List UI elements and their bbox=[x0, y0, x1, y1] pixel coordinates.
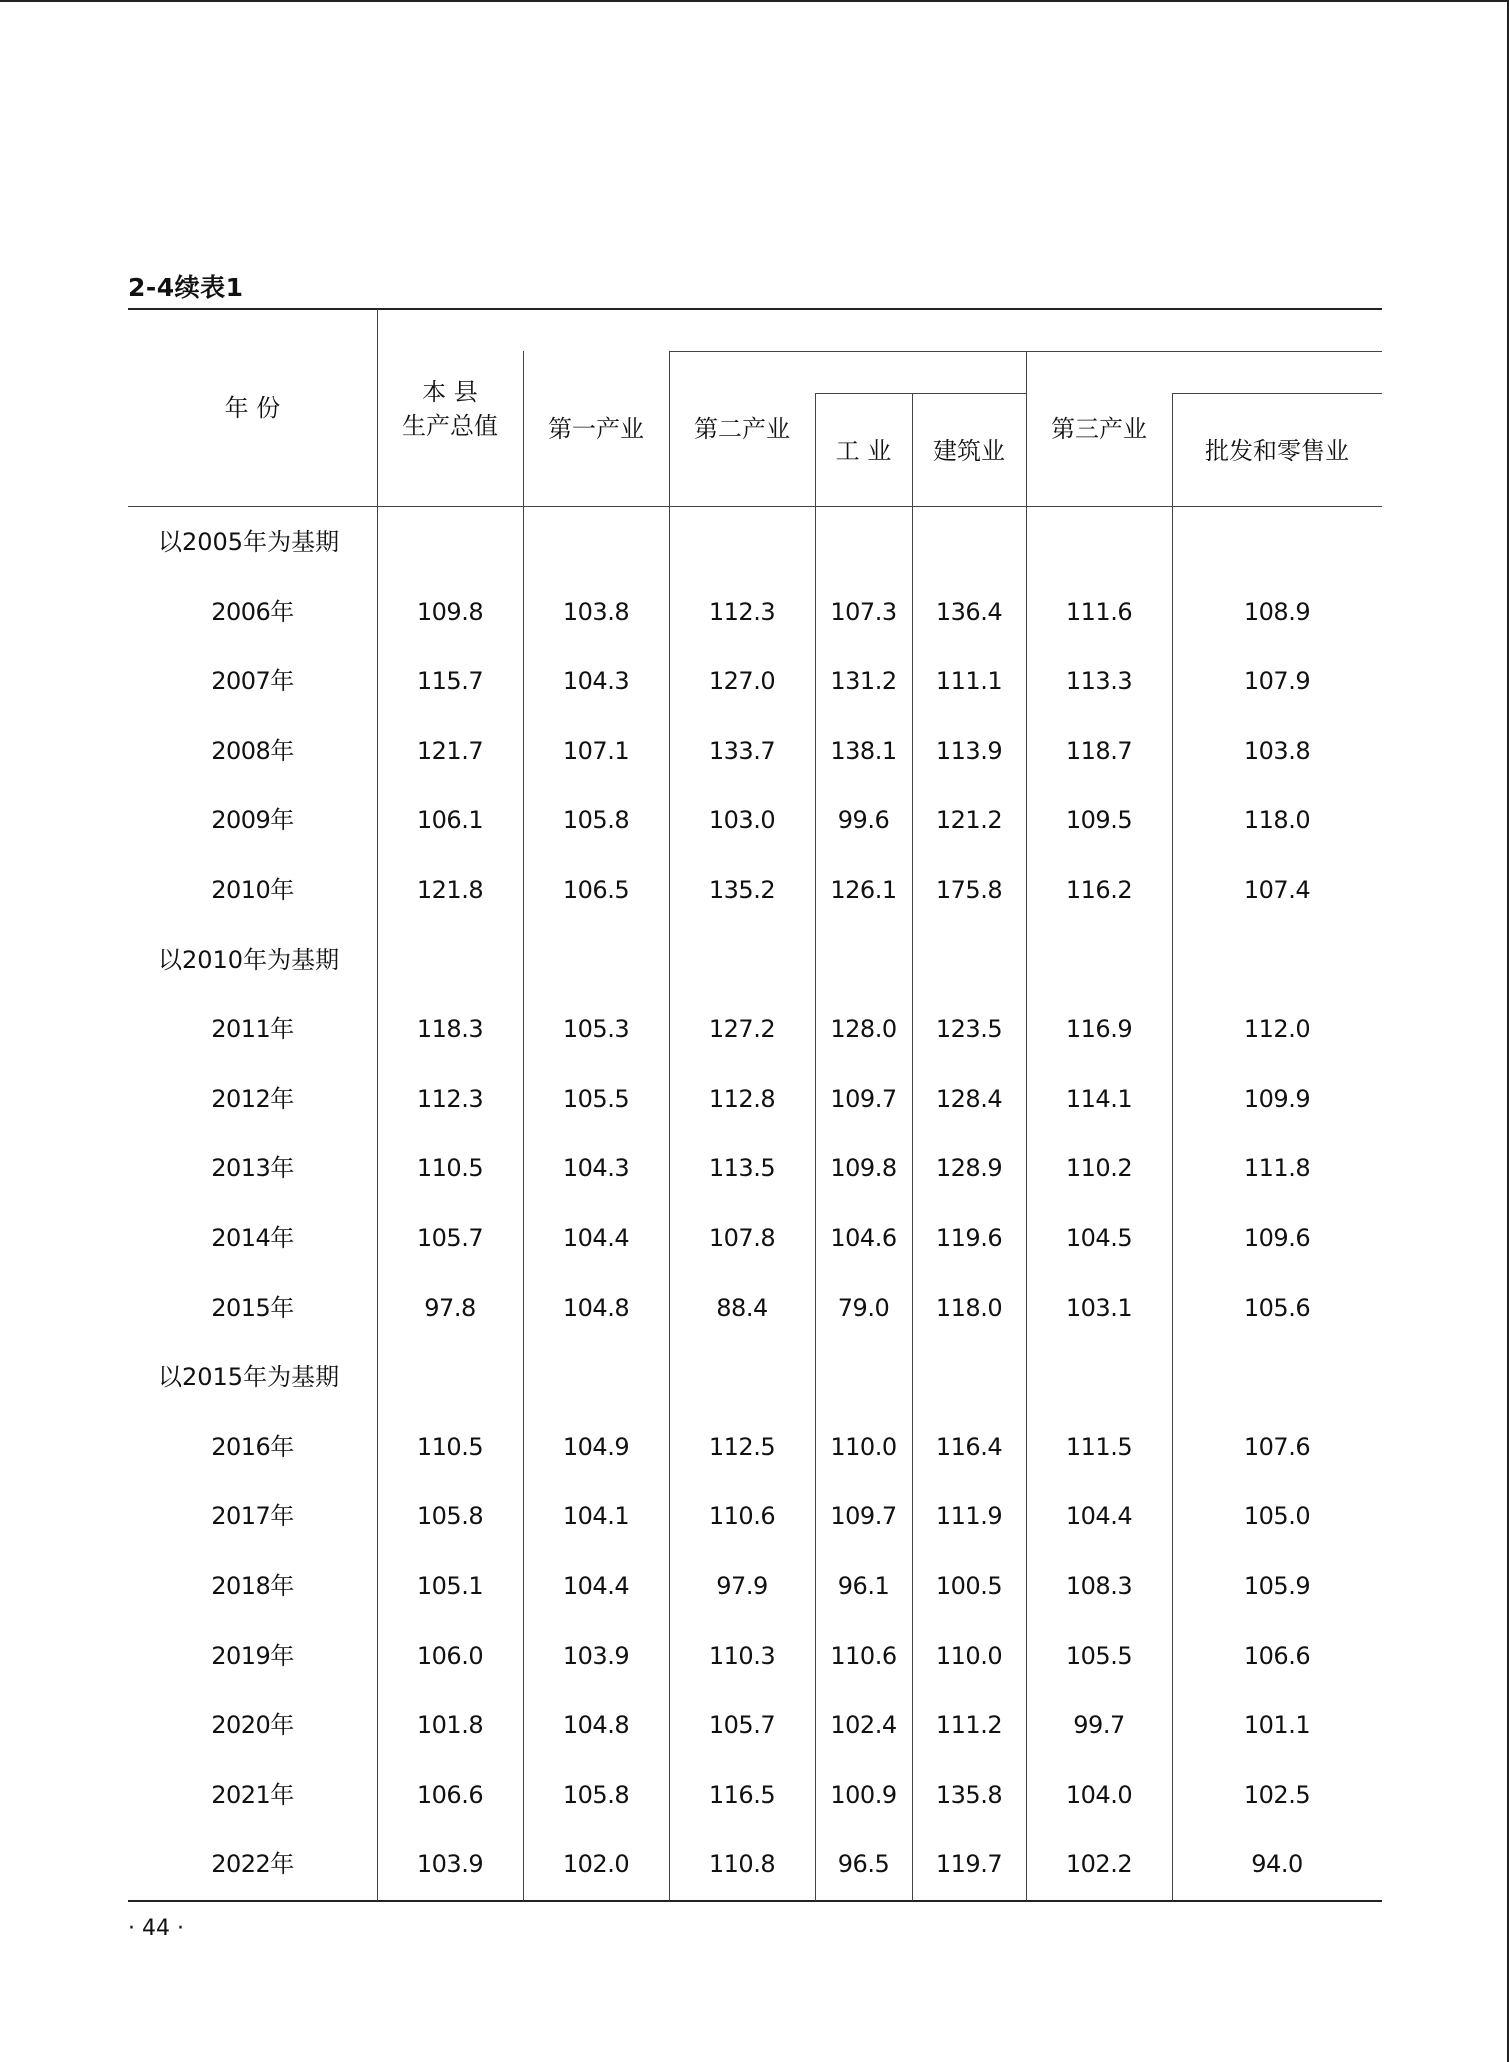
table-cell: 119.7 bbox=[935, 1850, 1003, 1878]
table-cell: 106.5 bbox=[562, 876, 630, 904]
table-cell: 97.8 bbox=[424, 1294, 476, 1322]
table-cell: 121.7 bbox=[416, 737, 484, 765]
table-cell: 96.5 bbox=[837, 1850, 890, 1878]
table-cell: 104.8 bbox=[562, 1294, 630, 1322]
row-year-label: 2020年 bbox=[211, 1711, 294, 1739]
header-secondary: 第二产业 bbox=[694, 415, 790, 443]
table-cell: 104.3 bbox=[562, 667, 630, 695]
header-industry: 工 业 bbox=[835, 437, 892, 465]
table-cell: 111.5 bbox=[1065, 1433, 1133, 1461]
table-cell: 110.5 bbox=[416, 1154, 484, 1182]
table-cell: 106.6 bbox=[416, 1781, 484, 1809]
table-cell: 109.9 bbox=[1243, 1085, 1311, 1113]
table-cell: 105.9 bbox=[1243, 1572, 1311, 1600]
table-cell: 106.0 bbox=[416, 1642, 484, 1670]
table-cell: 108.3 bbox=[1065, 1572, 1133, 1600]
table-cell: 112.3 bbox=[416, 1085, 484, 1113]
subhead-rule-secondary bbox=[815, 393, 1026, 394]
subhead-rule-tertiary bbox=[1172, 393, 1382, 394]
table-cell: 102.4 bbox=[830, 1711, 897, 1739]
table-cell: 127.2 bbox=[708, 1015, 776, 1043]
table-cell: 94.0 bbox=[1251, 1850, 1303, 1878]
table-cell: 136.4 bbox=[935, 598, 1003, 626]
table-cell: 102.0 bbox=[562, 1850, 630, 1878]
table-cell: 79.0 bbox=[837, 1294, 890, 1322]
table-cell: 107.3 bbox=[830, 598, 897, 626]
table-cell: 126.1 bbox=[830, 876, 897, 904]
header-wholesale: 批发和零售业 bbox=[1205, 437, 1349, 465]
table-cell: 118.0 bbox=[1243, 806, 1311, 834]
row-year-label: 2014年 bbox=[211, 1224, 294, 1252]
table-top-rule bbox=[128, 308, 1382, 310]
table-cell: 107.9 bbox=[1243, 667, 1311, 695]
table-cell: 111.6 bbox=[1065, 598, 1133, 626]
table-cell: 104.0 bbox=[1065, 1781, 1133, 1809]
row-year-label: 2018年 bbox=[211, 1572, 294, 1600]
table-title: 2-4续表1 bbox=[128, 273, 244, 302]
table-cell: 109.7 bbox=[830, 1085, 897, 1113]
table-cell: 105.3 bbox=[562, 1015, 630, 1043]
table-cell: 116.9 bbox=[1065, 1015, 1133, 1043]
table-cell: 104.5 bbox=[1065, 1224, 1133, 1252]
table-cell: 100.5 bbox=[935, 1572, 1003, 1600]
table-cell: 102.5 bbox=[1243, 1781, 1311, 1809]
table-cell: 97.9 bbox=[716, 1572, 768, 1600]
table-cell: 112.0 bbox=[1243, 1015, 1311, 1043]
table-cell: 104.4 bbox=[562, 1224, 630, 1252]
table-cell: 88.4 bbox=[716, 1294, 768, 1322]
table-cell: 105.8 bbox=[562, 806, 630, 834]
table-cell: 116.2 bbox=[1065, 876, 1133, 904]
table-cell: 110.3 bbox=[708, 1642, 776, 1670]
table-cell: 105.0 bbox=[1243, 1502, 1311, 1530]
table-cell: 110.8 bbox=[708, 1850, 776, 1878]
table-cell: 103.9 bbox=[416, 1850, 484, 1878]
row-year-label: 2008年 bbox=[211, 737, 294, 765]
table-cell: 105.5 bbox=[562, 1085, 630, 1113]
table-cell: 107.8 bbox=[708, 1224, 776, 1252]
header-construction: 建筑业 bbox=[933, 437, 1005, 465]
table-cell: 106.6 bbox=[1243, 1642, 1311, 1670]
table-cell: 112.8 bbox=[708, 1085, 776, 1113]
row-year-label: 2016年 bbox=[211, 1433, 294, 1461]
table-cell: 103.0 bbox=[708, 806, 776, 834]
row-year-label: 2012年 bbox=[211, 1085, 294, 1113]
table-cell: 121.2 bbox=[935, 806, 1003, 834]
table-cell: 116.5 bbox=[708, 1781, 776, 1809]
group-rule-secondary bbox=[669, 351, 1026, 352]
table-cell: 103.1 bbox=[1065, 1294, 1133, 1322]
table-cell: 110.0 bbox=[830, 1433, 897, 1461]
table-cell: 96.1 bbox=[837, 1572, 890, 1600]
section-label: 以2010年为基期 bbox=[158, 946, 340, 974]
table-cell: 104.6 bbox=[830, 1224, 897, 1252]
row-year-label: 2022年 bbox=[211, 1850, 294, 1878]
group-rule-tertiary bbox=[1026, 351, 1382, 352]
table-cell: 109.8 bbox=[416, 598, 484, 626]
table-cell: 114.1 bbox=[1065, 1085, 1133, 1113]
table-cell: 131.2 bbox=[830, 667, 897, 695]
table-cell: 118.7 bbox=[1065, 737, 1133, 765]
table-cell: 116.4 bbox=[935, 1433, 1003, 1461]
table-cell: 99.7 bbox=[1073, 1711, 1125, 1739]
header-primary: 第一产业 bbox=[548, 415, 644, 443]
table-cell: 104.4 bbox=[1065, 1502, 1133, 1530]
table-cell: 111.8 bbox=[1243, 1154, 1311, 1182]
table-cell: 109.7 bbox=[830, 1502, 897, 1530]
table-cell: 100.9 bbox=[830, 1781, 897, 1809]
header-gdp-line2: 生产总值 bbox=[402, 412, 498, 440]
table-cell: 110.6 bbox=[830, 1642, 897, 1670]
table-cell: 118.3 bbox=[416, 1015, 484, 1043]
row-year-label: 2007年 bbox=[211, 667, 294, 695]
row-year-label: 2017年 bbox=[211, 1502, 294, 1530]
table-cell: 111.1 bbox=[935, 667, 1003, 695]
table-cell: 104.9 bbox=[562, 1433, 630, 1461]
row-year-label: 2021年 bbox=[211, 1781, 294, 1809]
table-cell: 119.6 bbox=[935, 1224, 1003, 1252]
table-cell: 127.0 bbox=[708, 667, 776, 695]
section-label: 以2005年为基期 bbox=[158, 528, 340, 556]
table-cell: 105.1 bbox=[416, 1572, 484, 1600]
table-cell: 109.6 bbox=[1243, 1224, 1311, 1252]
table-cell: 104.8 bbox=[562, 1711, 630, 1739]
table-cell: 105.7 bbox=[416, 1224, 484, 1252]
table-cell: 113.5 bbox=[708, 1154, 776, 1182]
table-cell: 135.8 bbox=[935, 1781, 1003, 1809]
header-tertiary: 第三产业 bbox=[1051, 415, 1147, 443]
table-cell: 107.6 bbox=[1243, 1433, 1311, 1461]
table-cell: 112.5 bbox=[708, 1433, 776, 1461]
table-cell: 105.8 bbox=[416, 1502, 484, 1530]
table-cell: 110.5 bbox=[416, 1433, 484, 1461]
table-cell: 104.4 bbox=[562, 1572, 630, 1600]
table-cell: 106.1 bbox=[416, 806, 484, 834]
header-bottom-rule bbox=[128, 506, 1382, 507]
table-cell: 101.8 bbox=[416, 1711, 484, 1739]
row-year-label: 2015年 bbox=[211, 1294, 294, 1322]
table-cell: 103.8 bbox=[1243, 737, 1311, 765]
table-cell: 99.6 bbox=[837, 806, 890, 834]
table-cell: 105.7 bbox=[708, 1711, 776, 1739]
table-cell: 109.5 bbox=[1065, 806, 1133, 834]
page-number: · 44 · bbox=[128, 1916, 184, 1941]
table-cell: 135.2 bbox=[708, 876, 776, 904]
row-year-label: 2013年 bbox=[211, 1154, 294, 1182]
table-cell: 128.4 bbox=[935, 1085, 1003, 1113]
page-border-top bbox=[0, 0, 1509, 2]
table-cell: 128.9 bbox=[935, 1154, 1003, 1182]
table-cell: 110.0 bbox=[935, 1642, 1003, 1670]
row-year-label: 2006年 bbox=[211, 598, 294, 626]
table-cell: 113.9 bbox=[935, 737, 1003, 765]
table-cell: 175.8 bbox=[935, 876, 1003, 904]
table-cell: 115.7 bbox=[416, 667, 484, 695]
table-cell: 138.1 bbox=[830, 737, 897, 765]
table-bottom-rule bbox=[128, 1900, 1382, 1902]
section-label: 以2015年为基期 bbox=[158, 1363, 340, 1391]
header-year: 年 份 bbox=[224, 394, 281, 422]
table-cell: 105.5 bbox=[1065, 1642, 1133, 1670]
table-cell: 107.4 bbox=[1243, 876, 1311, 904]
row-year-label: 2009年 bbox=[211, 806, 294, 834]
table-cell: 118.0 bbox=[935, 1294, 1003, 1322]
table-cell: 110.2 bbox=[1065, 1154, 1133, 1182]
table-cell: 102.2 bbox=[1065, 1850, 1133, 1878]
row-year-label: 2019年 bbox=[211, 1642, 294, 1670]
table-cell: 103.9 bbox=[562, 1642, 630, 1670]
table-cell: 111.9 bbox=[935, 1502, 1003, 1530]
table-cell: 103.8 bbox=[562, 598, 630, 626]
table-cell: 107.1 bbox=[562, 737, 630, 765]
table-cell: 112.3 bbox=[708, 598, 776, 626]
table-cell: 110.6 bbox=[708, 1502, 776, 1530]
header-gdp-line1: 本 县 bbox=[422, 378, 478, 406]
table-cell: 108.9 bbox=[1243, 598, 1311, 626]
table-cell: 128.0 bbox=[830, 1015, 897, 1043]
row-year-label: 2011年 bbox=[211, 1015, 294, 1043]
table-cell: 104.3 bbox=[562, 1154, 630, 1182]
row-year-label: 2010年 bbox=[211, 876, 294, 904]
table-cell: 123.5 bbox=[935, 1015, 1003, 1043]
table-cell: 101.1 bbox=[1243, 1711, 1311, 1739]
table-cell: 111.2 bbox=[935, 1711, 1003, 1739]
table-cell: 104.1 bbox=[562, 1502, 630, 1530]
table-cell: 109.8 bbox=[830, 1154, 897, 1182]
table-cell: 105.6 bbox=[1243, 1294, 1311, 1322]
table-cell: 105.8 bbox=[562, 1781, 630, 1809]
table-cell: 121.8 bbox=[416, 876, 484, 904]
table-cell: 133.7 bbox=[708, 737, 776, 765]
table-cell: 113.3 bbox=[1065, 667, 1133, 695]
